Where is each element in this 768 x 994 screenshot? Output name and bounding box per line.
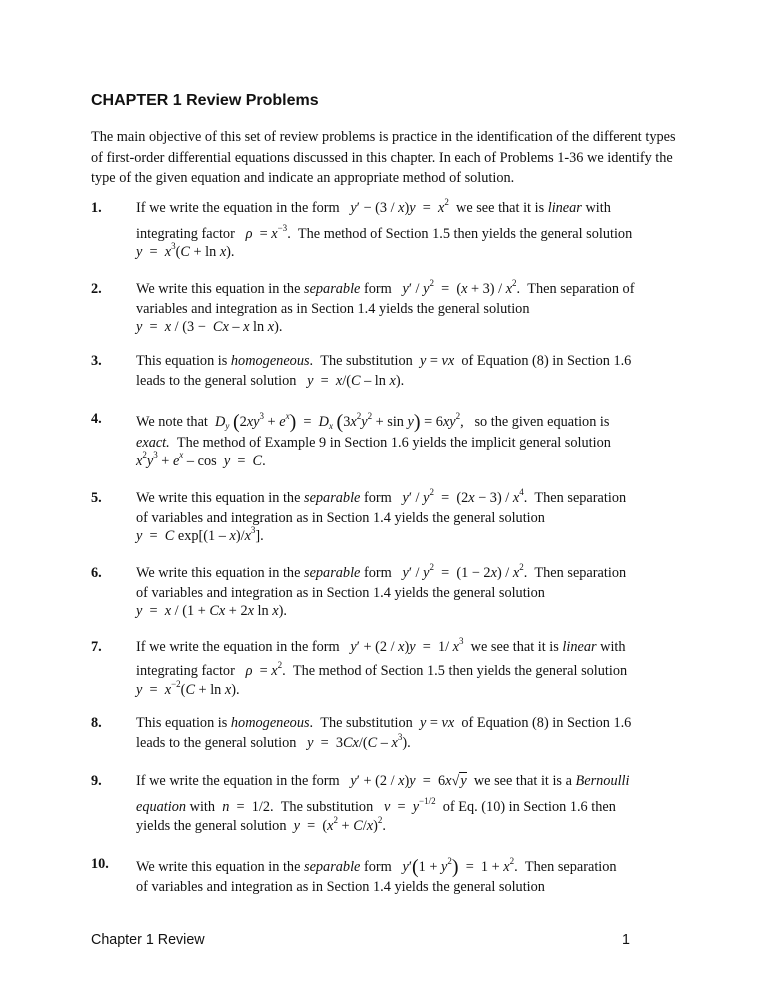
problem-text: If we write the equation in the form y′ + (2 / x)y = 1/ $x^3$ we see that it is linear with integrating factor $\rho = x^2$. The method of Section 1.5 then yields the general solution $y = x^{-2}(C + \ln x)$.	[136, 636, 628, 698]
problem-text: We write this equation in the separable form $y' / y^2 = (x + 3) / x^2$. Then separation of variables and integration as in Section 1.4 yields the general solution y = x / (3 − Cx – x ln x).	[136, 278, 635, 335]
problem-number: 10.	[91, 856, 109, 872]
problem-number: 9.	[91, 773, 102, 789]
problem-text: If we write the equation in the form $y' - (3 / x)y = x^2$ we see that it is linear with integrating factor $\rho = x^{-3}$. The method of Section 1.5 then yields the general solution $y = x^3(C + \ln x)$.	[136, 197, 633, 260]
problem-number: 8.	[91, 715, 102, 731]
problem-text: If we write the equation in the form y′ + (2 / x)y = 6x√y we see that it is a Bernoulli equation with n = 1/2. The substitution $v = y^{-1/2}$ of Eq. (10) in Section 1.6 then yields the general solution $y = (x^2 + C/x)^2$.	[136, 773, 630, 834]
problem-number: 6.	[91, 565, 102, 581]
problem-text: We write this equation in the separable form $y' / y^2 = (2x - 3) / x^4$. Then separation of variables and integration as in Section 1.4 yields the general solution y = C $\exp[(1 - x)/x^3]$.	[136, 487, 627, 544]
problem-text: This equation is homogeneous. The substitution y = vx of Equation (8) in Section 1.6 leads to the general solution y = x/(C – ln x).	[136, 353, 632, 389]
page-title: CHAPTER 1 Review Problems	[91, 92, 319, 109]
intro-paragraph: The main objective of this set of review problems is practice in the identification of the different types of first-order differential equations discussed in this chapter. In each of Problems 1-36 we identify the type of the given equation and indicate an appropriate method of solution.	[91, 129, 676, 186]
footer-label: Chapter 1 Review	[91, 932, 205, 948]
problem-text: We note that $D_y$ $(2xy^3 + e^x) = D_x$ $(3x^2y^2 + \sin y) = 6xy^2$, so the given equation is exact. The method of Example 9 in Section 1.6 yields the implicit general solution $x^2y^3 + e^x - \cos y = C$.	[136, 411, 611, 469]
problem-number: 1.	[91, 200, 102, 216]
problem-number: 5.	[91, 490, 102, 506]
problem-number: 7.	[91, 639, 102, 655]
problem-number: 3.	[91, 353, 102, 369]
problem-number: 4.	[91, 411, 102, 427]
page-number: 1	[622, 932, 630, 948]
problem-text: This equation is homogeneous. The substitution y = vx of Equation (8) in Section 1.6 leads to the general solution $y = 3Cx/(C - x^3)$.	[136, 715, 632, 751]
problem-text: We write this equation in the separable form $y' / y^2 = (1 - 2x) / x^2$. Then separation of variables and integration as in Section 1.4 yields the general solution y = x / (1 + Cx + 2x ln x).	[136, 562, 627, 619]
problem-text: We write this equation in the separable form $y'(1 + y^2) = 1 + x^2$. Then separation of variables and integration as in Section 1.4 yields the general solution	[136, 856, 617, 895]
problem-number: 2.	[91, 281, 102, 297]
